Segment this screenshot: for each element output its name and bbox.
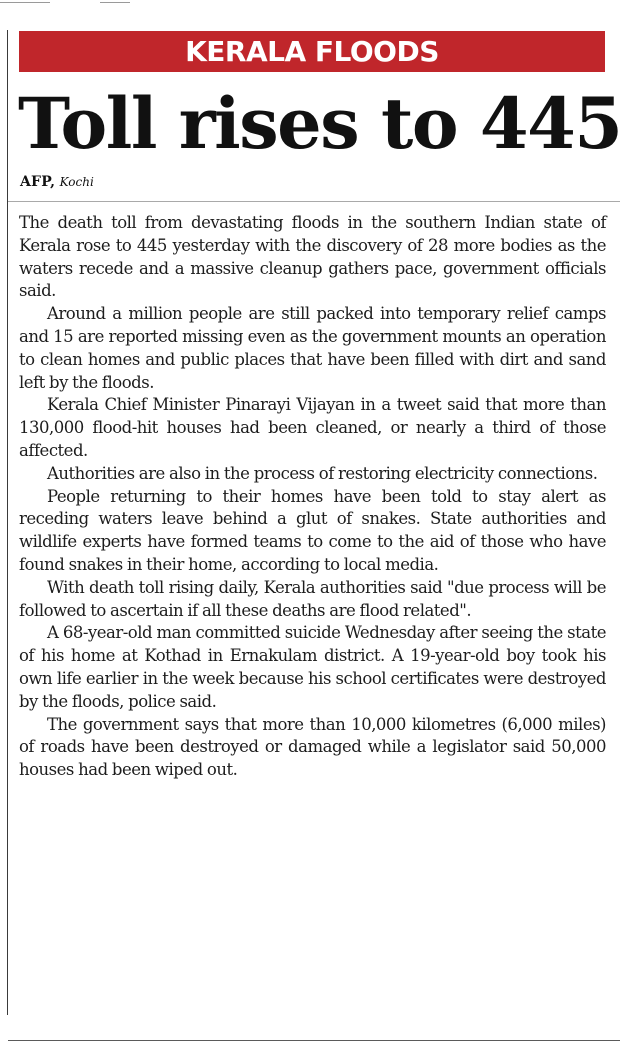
- byline: [20, 172, 94, 192]
- bottom-divider: [8, 1040, 620, 1041]
- top-divider: [0, 0, 629, 6]
- top-divider-segment: [0, 2, 50, 3]
- article-paragraph: The death toll from devastating floods in the southern Indian state of Kerala rose to 445 yesterday with the discovery of 28 more bodies as the waters recede and a massive cleanup gathers pace, government officials said.: [19, 213, 606, 301]
- section-kicker: KERALA FLOODS: [19, 31, 605, 72]
- headline: Toll rises to 445: [18, 82, 622, 165]
- byline-divider: [8, 201, 620, 202]
- article-paragraph: Kerala Chief Minister Pinarayi Vijayan in a tweet said that more than 130,000 flood-hit houses had been cleaned, or nearly a third of those affected.: [19, 395, 606, 460]
- article-paragraph: The government says that more than 10,000 kilometres (6,000 miles) of roads have been destroyed or damaged while a legislator said 50,000 houses had been wiped out.: [19, 714, 606, 780]
- top-divider-segment: [100, 2, 130, 3]
- article-paragraph: Around a million people are still packed into temporary relief camps and 15 are reported missing even as the government mounts an operation to clean homes and public places that have been filled with dirt and sand left by the floods.: [19, 304, 606, 392]
- article-paragraph: With death toll rising daily, Kerala authorities said "due process will be followed to ascertain if all these deaths are flood related".: [19, 577, 606, 620]
- article-paragraph: Authorities are also in the process of restoring electricity connections.: [47, 463, 598, 483]
- column-rule: [7, 30, 8, 1015]
- article-paragraph: A 68-year-old man committed suicide Wednesday after seeing the state of his home at Kothad in Ernakulam district. A 19-year-old boy took his own life earlier in the week because his school certificates were destroyed by the floods, police said.: [19, 623, 606, 711]
- byline-location: Kochi: [59, 175, 94, 189]
- byline-agency: AFP,: [20, 174, 56, 190]
- article-paragraph: People returning to their homes have been told to stay alert as receding waters leave behind a glut of snakes. State authorities and wildlife experts have formed teams to come to the aid of those who have found snakes in their home, according to local media.: [19, 486, 606, 574]
- article-body: [19, 212, 606, 782]
